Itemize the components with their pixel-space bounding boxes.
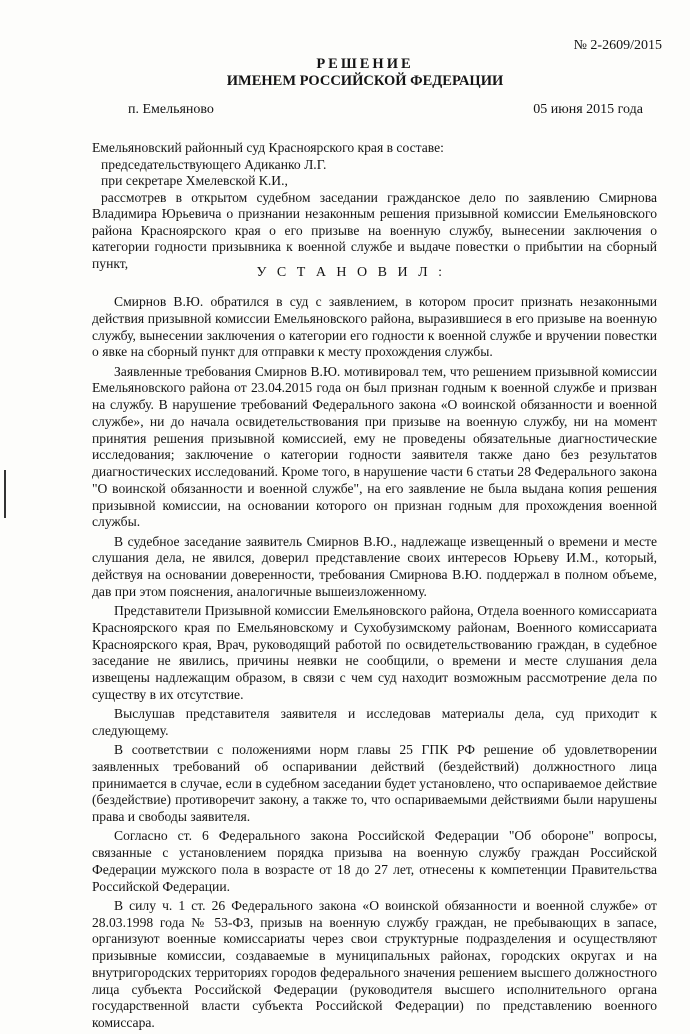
document-body [92, 294, 657, 1034]
case-number: № 2-2609/2015 [573, 38, 662, 53]
case-description: рассмотрев в открытом судебном заседании гражданское дело по заявлению Смирнова Владимира Юрьевича о признании незаконным решения призывной комиссии Емельяновского района Красноярского края о его призыве на военную службу, вынесении заключения о категории годности призывника к военной службе и выдаче повестки о прибытии на сборный пункт, [92, 189, 657, 271]
paragraph: Заявленные требования Смирнов В.Ю. мотивировал тем, что решением призывной комиссии Емельяновского района от 23.04.2015 года он был признан годным к военной службе и призван на службу. В нарушение требований Федерального закона «О воинской обязанности и военной службе», ни до начала освидетельствования при призыве на военную службу, ни на момент принятия решения призывной комиссией, ему не проведены обязательные диагностические исследования; заключение о категории годности заявителя также дано без результатов диагностических исследований. Кроме того, в нарушение части 6 статьи 28 Федерального закона "О воинской обязанности и военной службе", на его заявление не была выдана копия решения призывной комиссии, на основании которого он признан годным для прохождения военной службы. [92, 363, 657, 530]
scan-edge-mark [4, 470, 6, 518]
paragraph: В соответствии с положениями норм главы 25 ГПК РФ решение об удовлетворении заявленных требований об оспаривании действий (бездействий) должностного лица принимается в случае, если в судебном заседании будет установлено, что оспариваемое действие (бездействие) противоречит закону, а также то, что оспариваемыми действиями были нарушены права и свободы заявителя. [92, 742, 657, 824]
paragraph: В силу ч. 1 ст. 26 Федерального закона «О воинской обязанности и военной службе» от 28.03.1998 года № 53-ФЗ, призыв на военную службу граждан, не пребывающих в запасе, организуют военные комиссариаты через свои структурные подразделения и осуществляют призывные комиссии, создаваемые в муниципальных районах, городских округах и на внутригородских территориях городов федерального значения решением высшего должностного лица субъекта Российской Федерации (руководителя высшего исполнительного органа государственной власти субъекта Российской Федерации) по представлению военного комиссара. [92, 897, 657, 1030]
document-subtitle: ИМЕНЕМ РОССИЙСКОЙ ФЕДЕРАЦИИ [226, 73, 504, 89]
court-line: Емельяновский районный суд Красноярского края в составе: [92, 140, 444, 155]
paragraph: В судебное заседание заявитель Смирнов В.Ю., надлежаще извещенный о времени и месте слушания дела, не явился, доверил представление своих интересов Юрьеву И.М., который, действуя на основании доверенности, требования Смирнова В.Ю. поддержал в полном объеме, дав при этом пояснения, аналогичные вышеизложенному. [92, 533, 657, 599]
judge-line: председательствующего Адиканко Л.Г. [101, 156, 327, 172]
paragraph: Смирнов В.Ю. обратился в суд с заявлением, в котором просит признать незаконными действия призывной комиссии Емельяновского района, выразившиеся в его призыве на военную службу, вынесении заключения о категории его годности к военной службе и вручении повестки о явке на сборный пункт для отправки к месту прохождения службы. [92, 294, 657, 360]
section-heading: У С Т А Н О В И Л : [256, 265, 446, 280]
paragraph: Выслушав представителя заявителя и исследовав материалы дела, суд приходит к следующему. [92, 706, 657, 738]
paragraph: Согласно ст. 6 Федерального закона Российской Федерации "Об обороне" вопросы, связанные с установлением порядка призыва на военную службу граждан Российской Федерации мужского пола в возрасте от 18 до 27 лет, отнесены к компетенции Правительства Российской Федерации. [92, 828, 657, 894]
document-title: РЕШЕНИЕ [316, 56, 414, 72]
document-title-block [0, 56, 690, 90]
intro-block [92, 140, 657, 272]
date: 05 июня 2015 года [533, 102, 643, 117]
secretary-line: при секретаре Хмелевской К.И., [101, 173, 288, 188]
paragraph: Представители Призывной комиссии Емельяновского района, Отдела военного комиссариата Красноярского края по Емельяновскому и Сухобузимскому районам, Военного комиссариата Красноярского края, Врач, руководящий работой по освидетельствованию граждан, в судебное заседание не явились, причины неявки не сообщили, о времени и месте слушания дела извещены надлежащим образом, в связи с чем суд находит возможным рассмотрение дела по существу в их отсутствие. [92, 603, 657, 702]
place: п. Емельяново [128, 102, 214, 117]
